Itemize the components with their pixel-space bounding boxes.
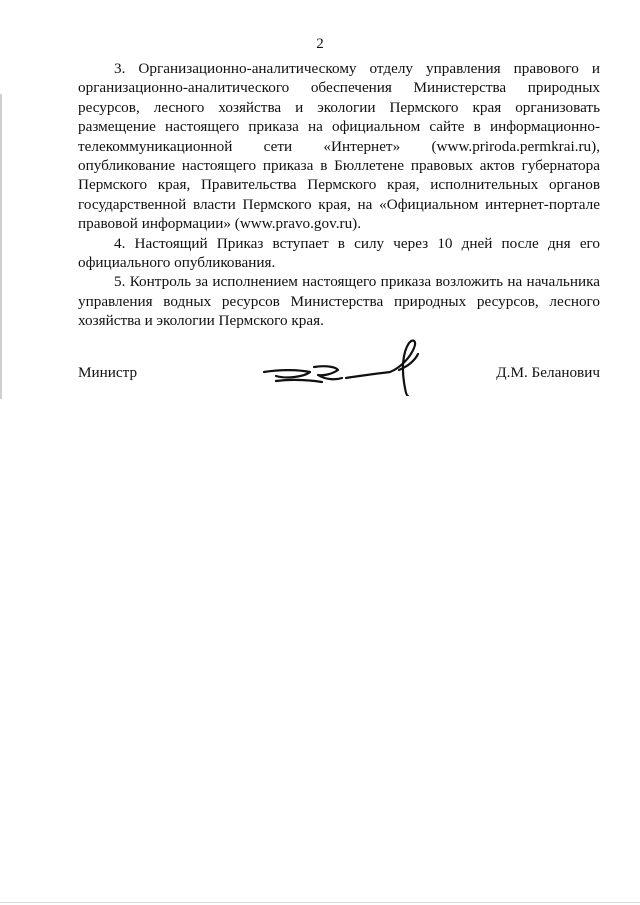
handwritten-signature xyxy=(258,334,438,396)
paragraph-4: 4. Настоящий Приказ вступает в силу через 10 дней после дня его официального опубликования. xyxy=(78,234,600,272)
paragraph-3: 3. Организационно-аналитическому отделу управления правового и организационно-аналитического обеспечения Министерства природных ресурсов, лесного хозяйства и экологии Пермского края организовать размещение настоящего приказа на официальном сайте в информационно-телекоммуникационной сети «Интернет» (www.priroda.permkrai.ru), опубликование настоящего приказа в Бюллетене правовых актов губернатора Пермского края, Правительства Пермского края, исполнительных органов государственной власти Пермского края, на «Официальном интернет-портале правовой информации» (www.pravo.gov.ru). xyxy=(78,60,600,233)
page-number: 2 xyxy=(316,36,324,52)
document-body xyxy=(78,59,600,331)
signatory-title: Министр xyxy=(78,364,138,381)
scan-edge-bottom xyxy=(0,902,640,903)
paragraph-5: 5. Контроль за исполнением настоящего приказа возложить на начальника управления водных ресурсов Министерства природных ресурсов, лесного хозяйства и экологии Пермского края. xyxy=(78,273,600,330)
signatory-name: Д.М. Беланович xyxy=(496,364,600,381)
scan-edge-left xyxy=(0,94,2,399)
